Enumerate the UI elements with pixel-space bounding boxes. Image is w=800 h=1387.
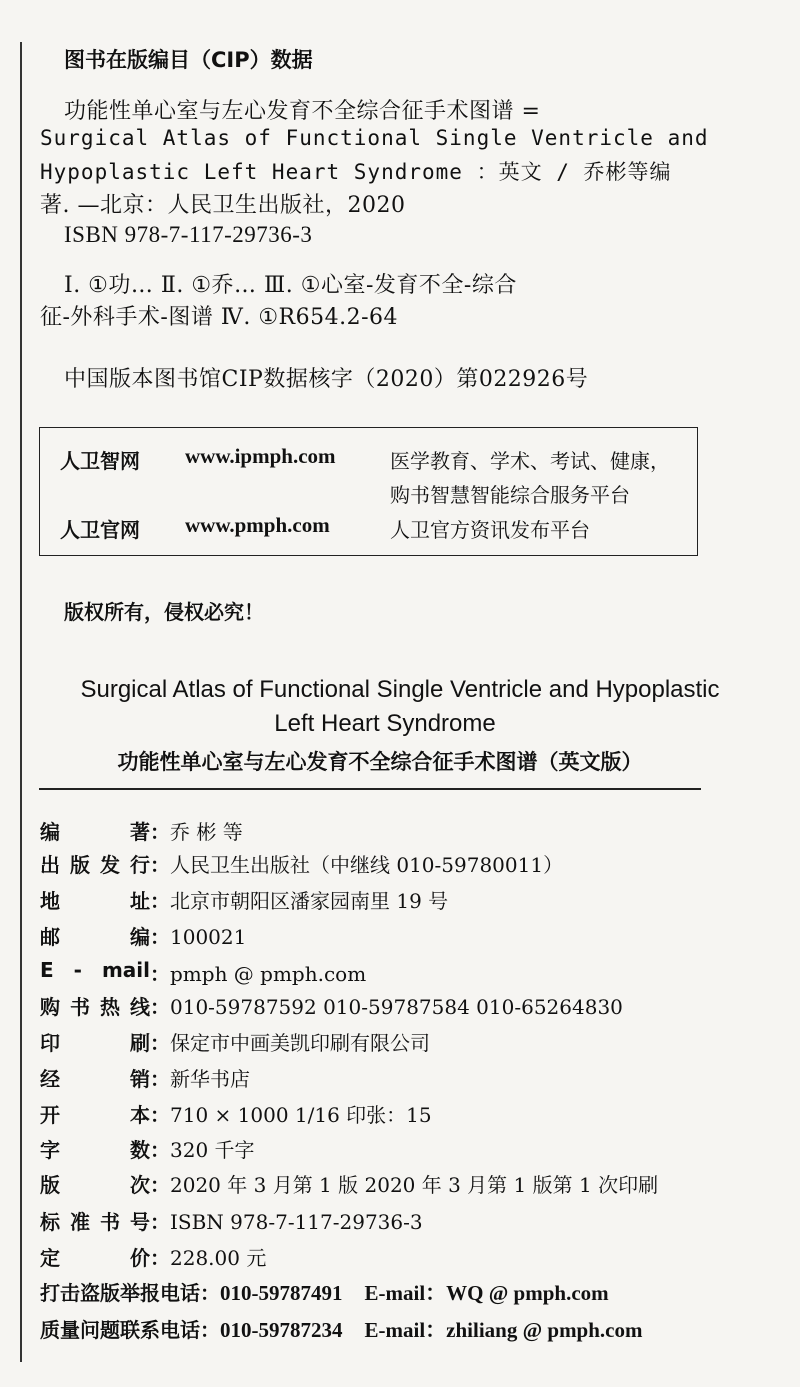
info-value: 100021 <box>170 925 247 949</box>
info-value: 2020 年 3 月第 1 版 2020 年 3 月第 1 版第 1 次印刷 <box>170 1173 659 1197</box>
info-row-author: 编著：乔 彬 等 <box>40 816 243 845</box>
info-label: 印刷 <box>40 1031 150 1055</box>
info-value: 320 千字 <box>170 1138 255 1162</box>
info-value: 010-59787592 010-59787584 010-65264830 <box>170 995 623 1019</box>
info-label: E - mail <box>40 958 150 982</box>
info-row-address: 地址：北京市朝阳区潘家园南里 19 号 <box>40 885 448 914</box>
piracy-report-row <box>40 1277 609 1307</box>
piracy-label: 打击盗版举报电话： <box>40 1281 220 1305</box>
info-row-email: E - mail：pmph @ pmph.com <box>40 958 367 986</box>
info-value: 北京市朝阳区潘家园南里 19 号 <box>170 889 449 913</box>
website-name: 人卫智网 <box>60 449 140 473</box>
website-desc: 医学教育、学术、考试、健康， <box>390 449 670 473</box>
info-label: 版次 <box>40 1173 150 1197</box>
info-label: 字数 <box>40 1138 150 1162</box>
info-row-word-count: 字数：320 千字 <box>40 1134 255 1163</box>
info-label: 标准书号 <box>40 1210 150 1234</box>
website-row-ipmph <box>60 445 140 474</box>
website-desc-cont: 购书智慧智能综合服务平台 <box>390 483 630 507</box>
book-title-cn: 功能性单心室与左心发育不全综合征手术图谱（英文版） <box>117 750 643 774</box>
cip-isbn: ISBN 978-7-117-29736-3 <box>64 222 313 247</box>
info-value: 228.00 元 <box>170 1246 267 1270</box>
info-row-printer: 印刷：保定市中画美凯印刷有限公司 <box>40 1027 430 1056</box>
info-label: 经销 <box>40 1067 150 1091</box>
info-label: 编著 <box>40 820 150 844</box>
cip-classification-1: Ⅰ. ①功… Ⅱ. ①乔… Ⅲ. ①心室-发育不全-综合 <box>64 273 517 298</box>
website-desc: 人卫官方资讯发布平台 <box>390 518 590 542</box>
copyright-notice: 版权所有，侵权必究！ <box>64 600 264 624</box>
info-label: 地址 <box>40 889 150 913</box>
info-row-publisher: 出版发行：人民卫生出版社（中继线 010-59780011） <box>40 849 563 878</box>
info-label: 出版发行 <box>40 853 150 877</box>
info-row-format: 开本：710 × 1000 1/16 印张：15 <box>40 1099 432 1128</box>
info-row-isbn: 标准书号：ISBN 978-7-117-29736-3 <box>40 1206 423 1235</box>
info-row-price: 定价：228.00 元 <box>40 1242 266 1271</box>
info-value: 人民卫生出版社（中继线 010-59780011） <box>170 853 564 877</box>
piracy-phone[interactable]: 010-59787491 <box>220 1281 343 1305</box>
cip-title-cn: 功能性单心室与左心发育不全综合征手术图谱 = <box>64 99 541 124</box>
info-row-edition: 版次：2020 年 3 月第 1 版 2020 年 3 月第 1 版第 1 次印刷 <box>40 1169 658 1198</box>
cip-record-number: 中国版本图书馆CIP数据核字（2020）第022926号 <box>64 367 589 392</box>
info-value: pmph @ pmph.com <box>170 962 367 986</box>
info-value: ISBN 978-7-117-29736-3 <box>170 1210 423 1234</box>
info-row-hotline: 购书热线：010-59787592 010-59787584 010-65264830 <box>40 991 623 1020</box>
cip-title-en: Surgical Atlas of Functional Single Ventricle and <box>40 126 709 150</box>
cip-classification-2: 征-外科手术-图谱 Ⅳ. ①R654.2-64 <box>40 305 399 330</box>
cip-heading: 图书在版编目（CIP）数据 <box>64 48 313 72</box>
quality-email-label: E-mail： <box>364 1318 447 1342</box>
quality-phone[interactable]: 010-59787234 <box>220 1318 343 1342</box>
quality-label: 质量问题联系电话： <box>40 1318 220 1342</box>
info-value: 新华书店 <box>170 1067 250 1091</box>
book-title-en-cont: Left Heart Syndrome <box>274 710 496 737</box>
info-value: 710 × 1000 1/16 印张：15 <box>170 1103 432 1127</box>
quality-email[interactable]: zhiliang @ pmph.com <box>446 1318 643 1342</box>
info-label: 购书热线 <box>40 995 150 1019</box>
info-label: 定价 <box>40 1246 150 1270</box>
info-value: 乔 彬 等 <box>170 820 243 844</box>
piracy-email[interactable]: WQ @ pmph.com <box>446 1281 609 1305</box>
website-name: 人卫官网 <box>60 518 140 542</box>
websites-box <box>39 427 698 556</box>
cip-title-en-cont: Hypoplastic Left Heart Syndrome ：英文 / 乔彬等编 <box>40 160 672 184</box>
piracy-email-label: E-mail： <box>364 1281 447 1305</box>
website-row-pmph <box>60 514 140 543</box>
info-label: 开本 <box>40 1103 150 1127</box>
quality-contact-row <box>40 1314 642 1344</box>
website-url-pmph[interactable]: www.pmph.com <box>185 513 330 537</box>
info-value: 保定市中画美凯印刷有限公司 <box>170 1031 430 1055</box>
cip-publisher-line: 著. —北京：人民卫生出版社，2020 <box>40 193 406 218</box>
info-row-postcode: 邮编：100021 <box>40 921 246 950</box>
info-label: 邮编 <box>40 925 150 949</box>
separator-line <box>39 788 701 790</box>
info-row-distributor: 经销：新华书店 <box>40 1063 250 1092</box>
website-url-ipmph[interactable]: www.ipmph.com <box>185 444 336 468</box>
book-title-en: Surgical Atlas of Functional Single Ventricle and Hypoplastic <box>80 676 720 703</box>
